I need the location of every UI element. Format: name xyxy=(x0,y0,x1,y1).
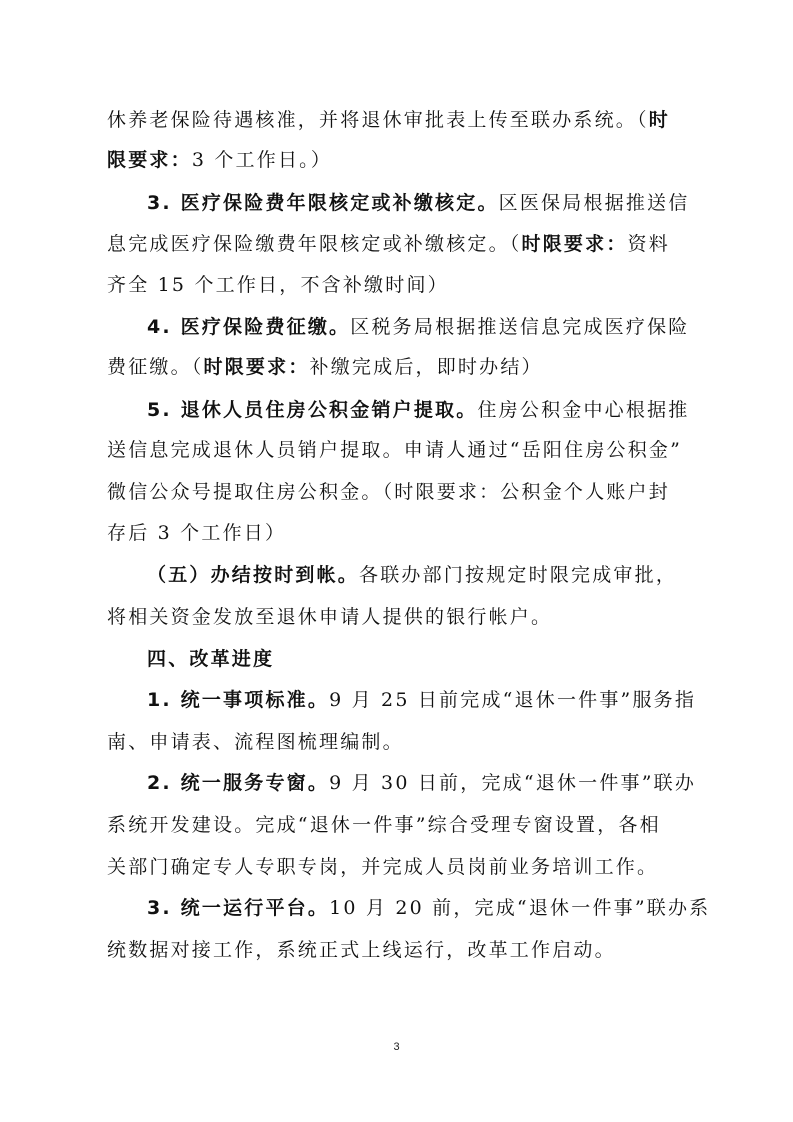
page-number: 3 xyxy=(393,1041,400,1053)
para4-line3 xyxy=(107,480,670,504)
para2-line2 xyxy=(107,232,670,256)
para4-line2-text: 送信息完成退休人员销户提取。申请人通过“岳阳住房公积金” xyxy=(107,439,683,461)
para1-line1-bold: 时 xyxy=(648,109,670,131)
para7-line2 xyxy=(107,813,661,837)
para3-line2-text-a: 费征缴。（ xyxy=(107,356,204,378)
para4-line2 xyxy=(107,438,682,462)
para4-line4-text: 存后 3 个工作日） xyxy=(107,522,287,544)
para2-line1-text: 区医保局根据推送信 xyxy=(498,192,690,214)
para1-line2-bold: 限要求： xyxy=(107,149,192,171)
para8-line2 xyxy=(107,938,616,962)
para4-title: 5. 退休人员住房公积金销户提取。 xyxy=(147,399,478,421)
para3-line1 xyxy=(147,315,689,339)
para2-line3-text: 齐全 15 个工作日，不含补缴时间） xyxy=(107,274,449,296)
para5-line1-text: 各联办部门按规定时限完成审批， xyxy=(359,564,678,586)
para8-line2-text: 统数据对接工作，系统正式上线运行，改革工作启动。 xyxy=(107,939,616,961)
para2-title: 3. 医疗保险费年限核定或补缴核定。 xyxy=(147,192,499,214)
para3-title: 4. 医疗保险费征缴。 xyxy=(147,316,351,338)
para6-title: 1. 统一事项标准。 xyxy=(147,689,330,711)
para5-line2-text: 将相关资金发放至退休申请人提供的银行帐户。 xyxy=(107,606,553,628)
para7-title: 2. 统一服务专窗。 xyxy=(147,772,330,794)
para4-line4 xyxy=(107,521,286,545)
para3-line2-text-b: 补缴完成后，即时办结） xyxy=(309,356,543,378)
para1-line2-text: 3 个工作日。） xyxy=(191,149,333,171)
para6-line2 xyxy=(107,730,404,754)
para7-line3 xyxy=(107,855,658,879)
para8-line1-text: 10 月 20 前，完成“退休一件事”联办系 xyxy=(329,897,711,919)
para7-line2-text: 系统开发建设。完成“退休一件事”综合受理专窗设置，各相 xyxy=(107,814,661,836)
para1-line1 xyxy=(107,108,670,132)
para6-line2-text: 南、申请表、流程图梳理编制。 xyxy=(107,731,404,753)
para8-line1 xyxy=(147,896,710,920)
para2-line2-text-b: 资料 xyxy=(627,233,670,255)
para3-line1-text: 区税务局根据推送信息完成医疗保险 xyxy=(350,316,690,338)
para8-title: 3. 统一运行平台。 xyxy=(147,897,330,919)
para2-line2-bold: 时限要求： xyxy=(521,233,628,255)
para5-line1 xyxy=(147,563,677,587)
para4-line3-text: 微信公众号提取住房公积金。（时限要求：公积金个人账户封 xyxy=(107,481,670,503)
para2-line1 xyxy=(147,191,689,215)
para6-line1-text: 9 月 25 日前完成“退休一件事”服务指 xyxy=(329,689,697,711)
para1-line2 xyxy=(107,148,332,172)
para4-line1-text: 住房公积金中心根据推 xyxy=(477,399,690,421)
para3-line2 xyxy=(107,355,543,379)
para6-line1 xyxy=(147,688,696,712)
para2-line3 xyxy=(107,273,449,297)
para7-line1-text: 9 月 30 日前，完成“退休一件事”联办 xyxy=(329,772,697,794)
para2-line2-text-a: 息完成医疗保险缴费年限核定或补缴核定。（ xyxy=(107,233,522,255)
para7-line3-text: 关部门确定专人专职专岗，并完成人员岗前业务培训工作。 xyxy=(107,856,659,878)
section-heading xyxy=(147,647,274,671)
para5-title: （五）办结按时到帐。 xyxy=(147,564,360,586)
para5-line2 xyxy=(107,605,552,629)
section4-heading: 四、改革进度 xyxy=(147,648,275,670)
para4-line1 xyxy=(147,398,689,422)
para3-line2-bold: 时限要求： xyxy=(203,356,310,378)
para7-line1 xyxy=(147,771,696,795)
para1-line1-text: 休养老保险待遇核准，并将退休审批表上传至联办系统。（ xyxy=(107,109,649,131)
